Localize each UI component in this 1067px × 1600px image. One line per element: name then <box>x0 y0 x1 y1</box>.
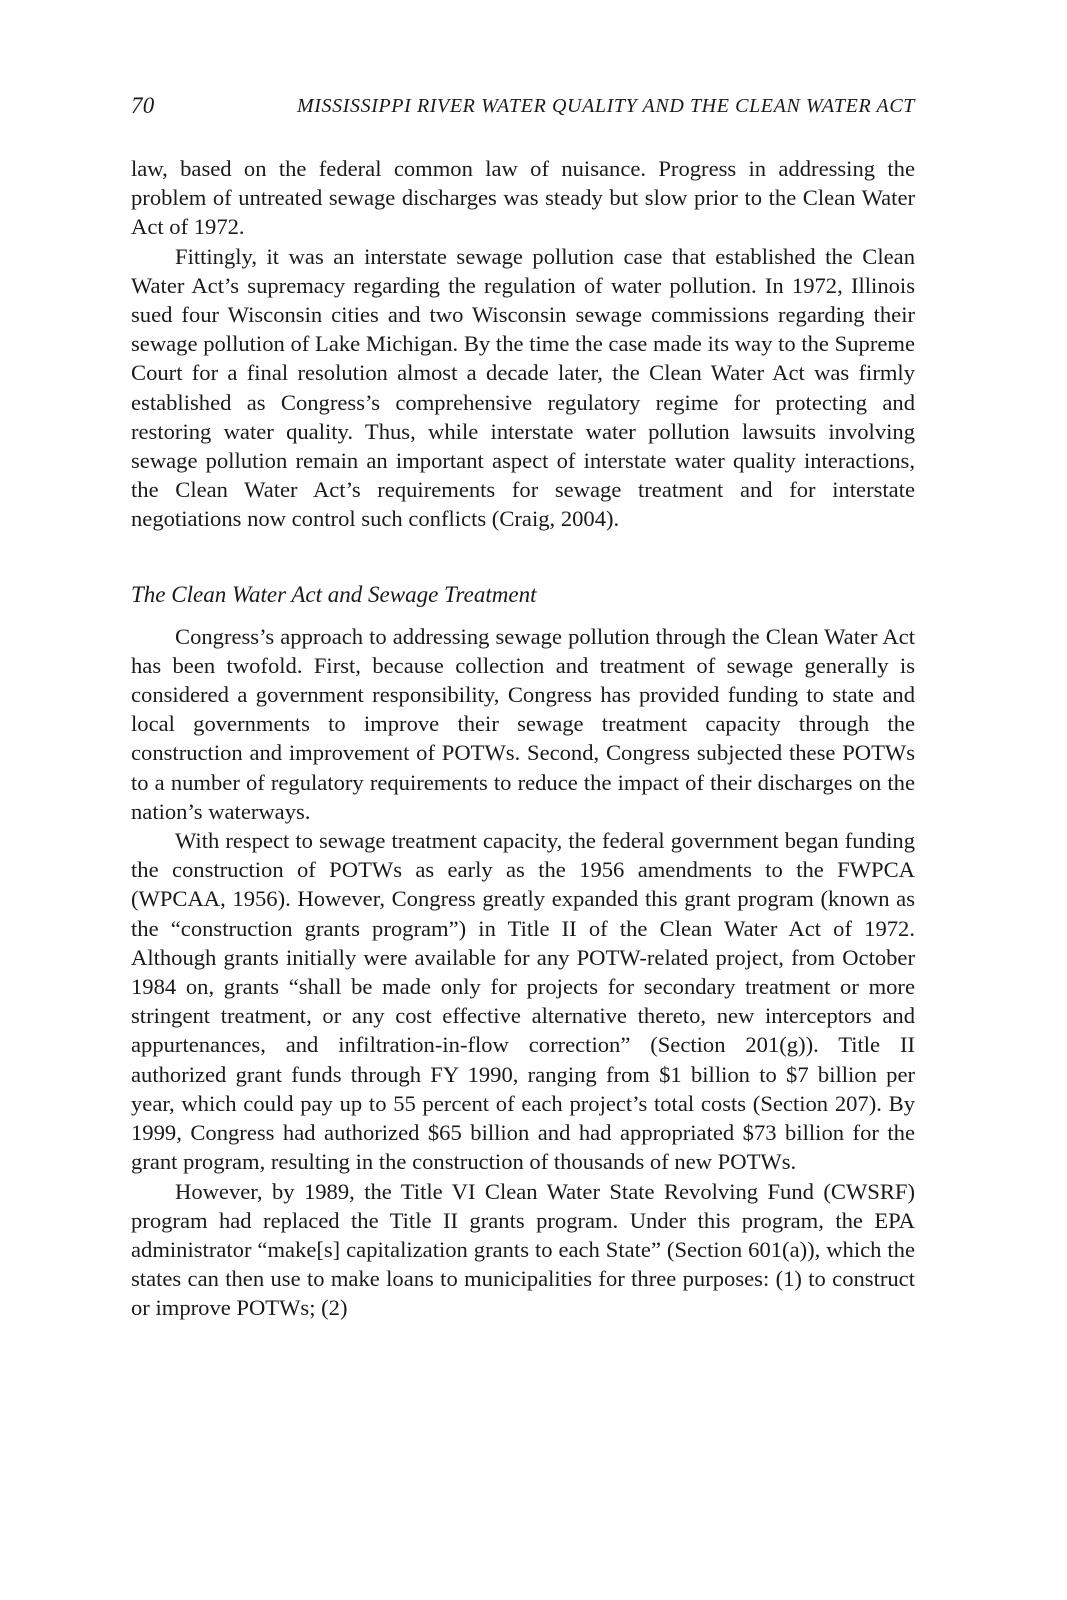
paragraph-interstate-case: Fittingly, it was an interstate sewage pollution case that established the Clean Water Act’s supremacy regarding the regulation of water pollution. In 1972, Illinois sued four Wisconsin cities and two Wisconsin sewage commissions regarding their sewage pollution of Lake Michigan. By the time the case made its way to the Supreme Court for a final resolution almost a decade later, the Clean Water Act was firmly established as Congress’s comprehensive regulatory regime for protecting and restoring water quality. Thus, while interstate water pollution lawsuits involving sewage pollution remain an important aspect of interstate water quality interactions, the Clean Water Act’s requirements for sewage treatment and for interstate negotiations now control such conflicts (Craig, 2004). <box>131 243 915 532</box>
paragraph-treatment-capacity: With respect to sewage treatment capacity, the federal government began funding the construction of POTWs as early as the 1956 amendments to the FWPCA (WPCAA, 1956). However, Congress greatly expanded this grant program (known as the “construction grants program”) in Title II of the Clean Water Act of 1972. Although grants initially were available for any POTW-related project, from October 1984 on, grants “shall be made only for projects for secondary treatment or more stringent treatment, or any cost effective alternative thereto, new interceptors and appurtenances, and infiltration-in-flow correction” (Section 201(g)). Title II authorized grant funds through FY 1990, ranging from $1 billion to $7 billion per year, which could pay up to 55 percent of each project’s total costs (Section 207). By 1999, Congress had authorized $65 billion and had appropriated $73 billion for the grant program, resulting in the construction of thousands of new POTWs. <box>131 828 915 1175</box>
paragraph-congress-approach: Congress’s approach to addressing sewage pollution through the Clean Water Act has been twofold. First, because collection and treatment of sewage generally is considered a government responsibility, Congress has provided funding to state and local governments to improve their sewage treatment capacity through the construction and improvement of POTWs. Second, Congress subjected these POTWs to a number of regulatory requirements to reduce the impact of their discharges on the nation’s waterways. <box>131 623 915 824</box>
book-page <box>131 90 915 1323</box>
section-heading: The Clean Water Act and Sewage Treatment <box>131 581 537 607</box>
running-head <box>131 90 915 122</box>
running-title: MISSISSIPPI RIVER WATER QUALITY AND THE CLEAN WATER ACT <box>297 95 915 117</box>
paragraph-continued: law, based on the federal common law of nuisance. Progress in addressing the problem of untreated sewage discharges was steady but slow prior to the Clean Water Act of 1972. <box>131 156 915 240</box>
page-number: 70 <box>131 93 155 118</box>
body-text <box>131 154 915 1323</box>
paragraph-cwsrf: However, by 1989, the Title VI Clean Water State Revolving Fund (CWSRF) program had replaced the Title II grants program. Under this program, the EPA administrator “make[s] capitalization grants to each State” (Section 601(a)), which the states can then use to make loans to municipalities for three purposes: (1) to construct or improve POTWs; (2) <box>131 1178 915 1321</box>
